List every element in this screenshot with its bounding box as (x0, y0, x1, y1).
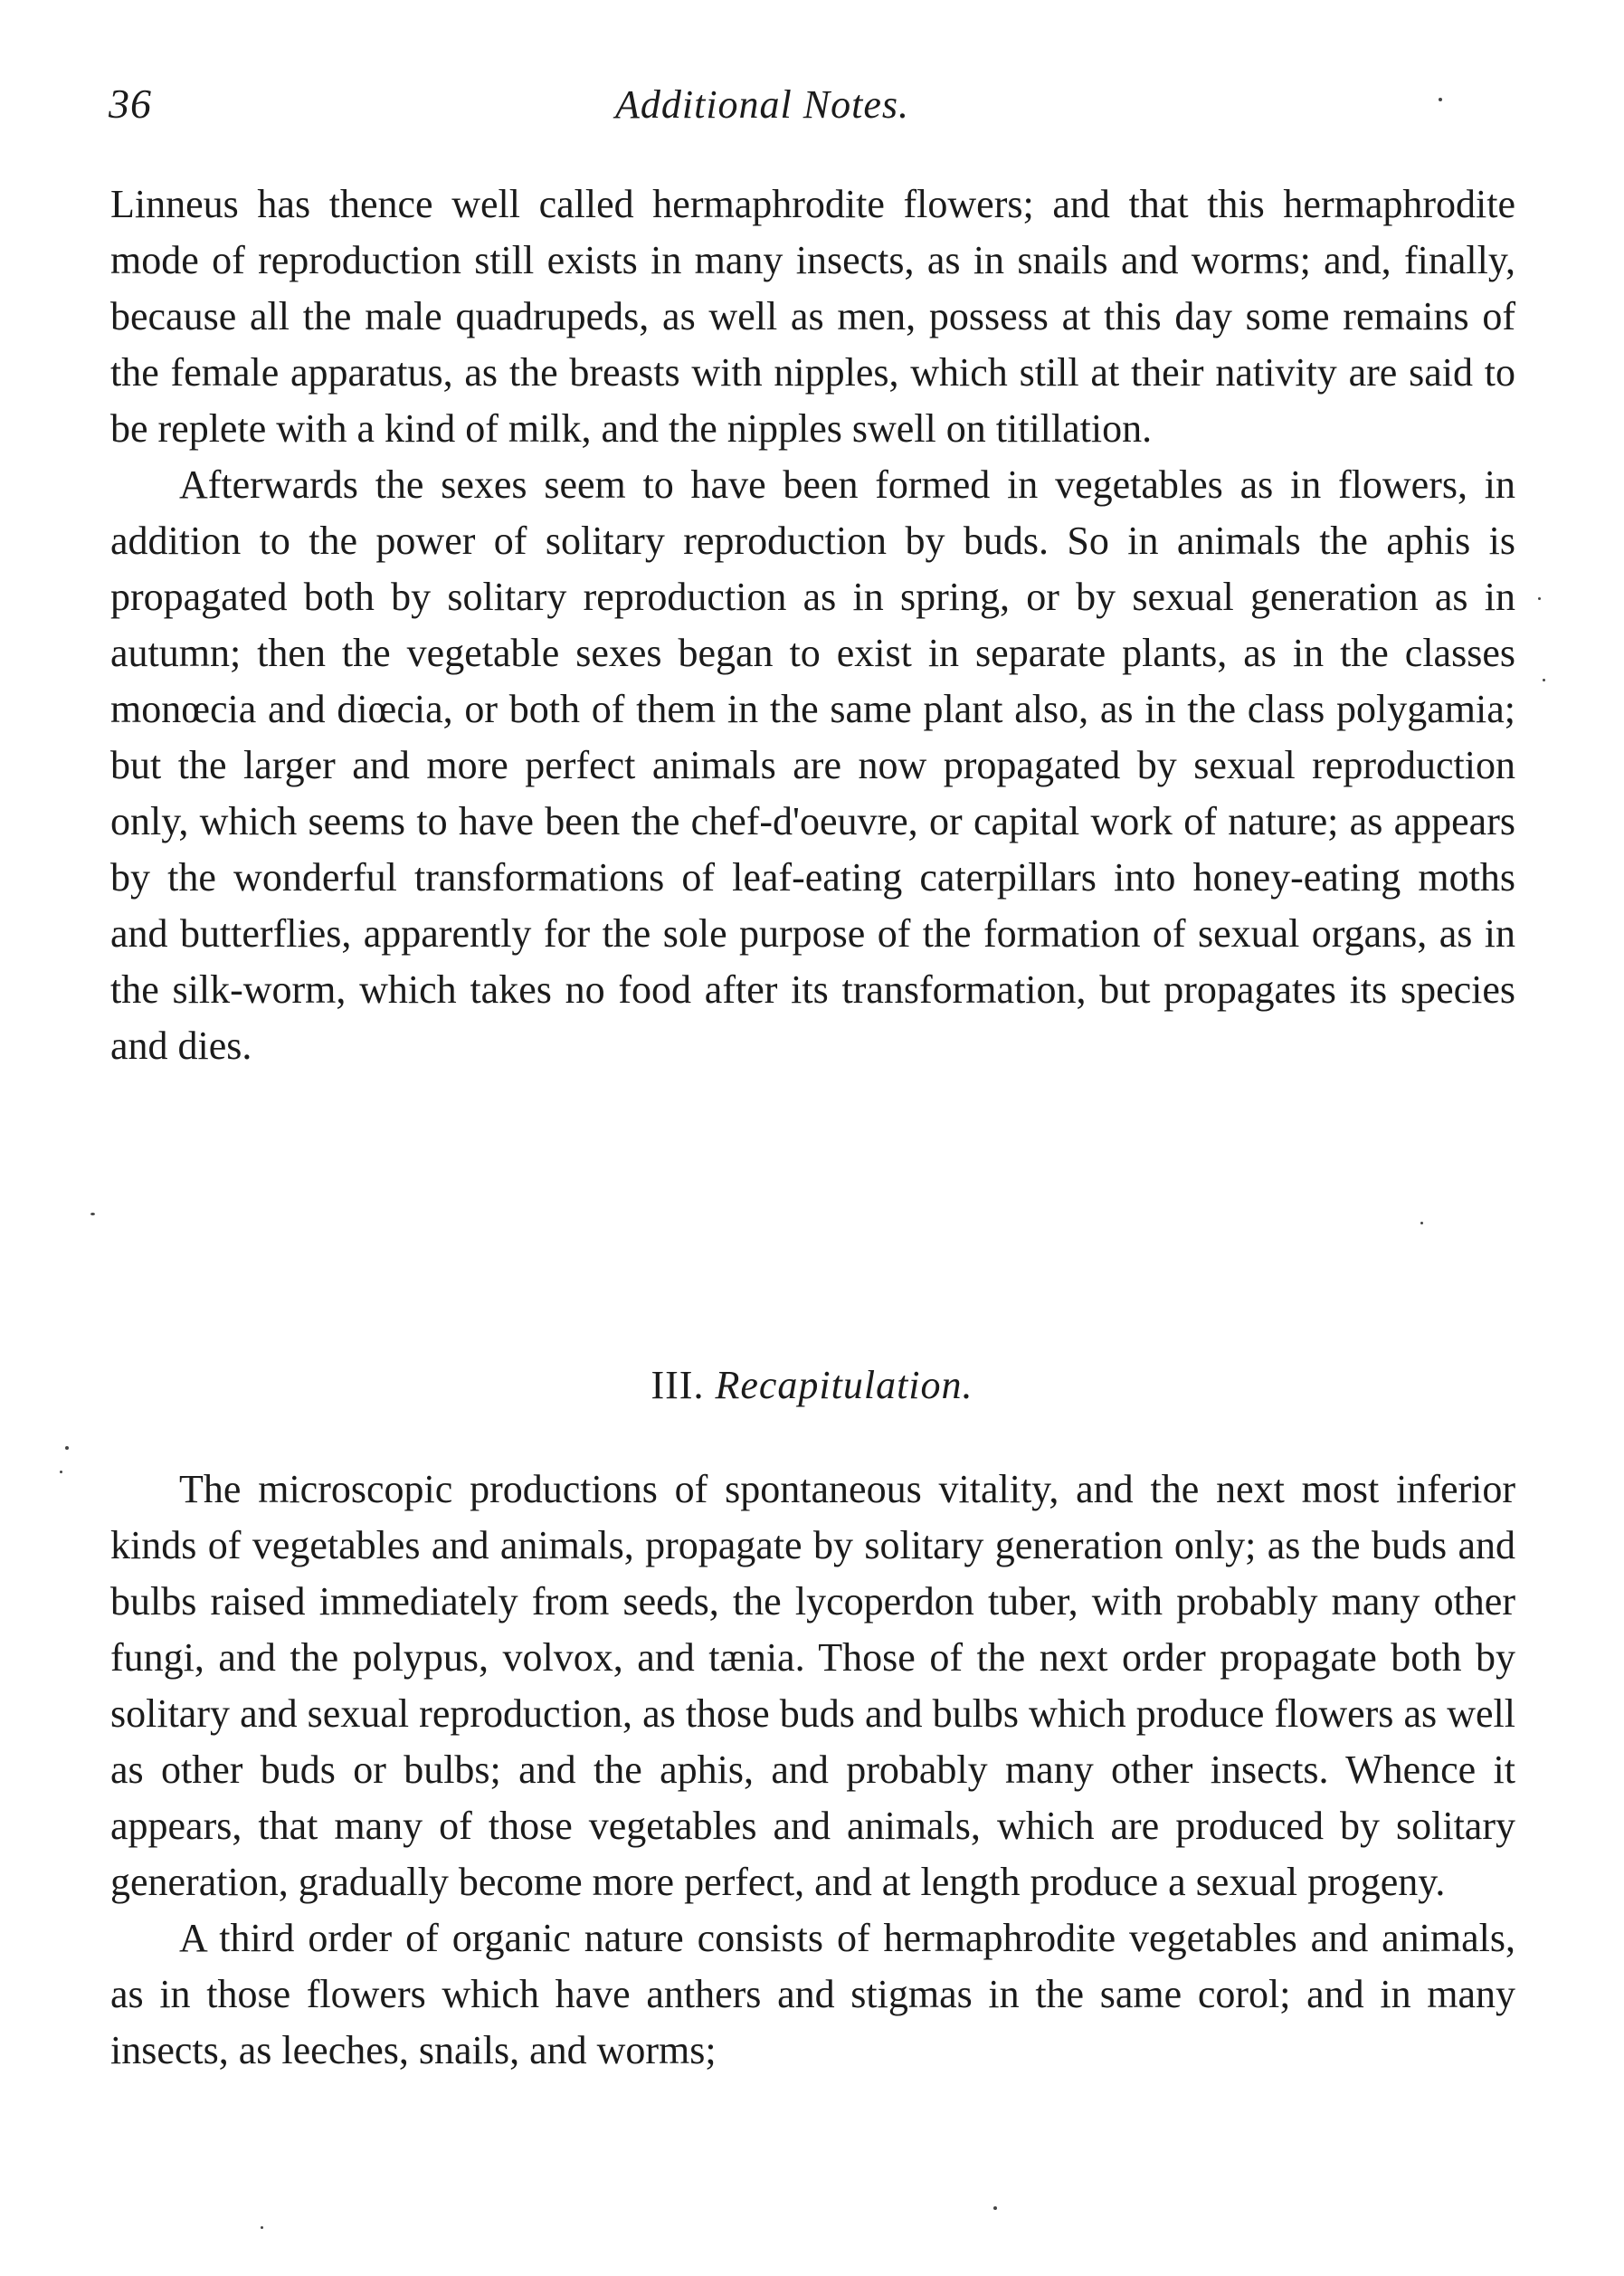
print-speck (1420, 1222, 1423, 1224)
section-numeral: III. (651, 1363, 705, 1407)
print-speck (993, 2206, 997, 2210)
running-head: Additional Notes. (615, 82, 909, 127)
print-speck (1538, 597, 1541, 600)
print-speck (90, 1213, 95, 1215)
section-title: Recapitulation. (715, 1363, 973, 1407)
paragraph-microscopic: The microscopic productions of spontaneous vitality, and the next most inferior kinds of vegetables and animals, propagate by solitary generation only; as the buds and bulbs raised immediately from seeds, the lycoperdon tuber, with probably many other fungi, and the polypus, volvox, and tænia. Those of the next order propagate both by solitary and sexual reproduction, as those buds and bulbs which produce flowers as well as other buds or bulbs; and the aphis, and probably many other insects. Whence it appears, that many of those vegetables and animals, which are produced by solitary generation, gradually become more perfect, and at length produce a sexual progeny. (110, 1467, 1515, 1904)
body-text-block (110, 176, 1515, 1074)
page-header (109, 80, 1520, 152)
section-heading (0, 1362, 1624, 1408)
print-speck (1439, 98, 1442, 101)
recapitulation-text-block (110, 1462, 1515, 2079)
paragraph-third-order: A third order of organic nature consists of hermaphrodite vegetables and animals, as in those flowers which have anthers and stigmas in the same corol; and in many insects, as leeches, snails, and worms; (110, 1916, 1515, 2072)
print-speck (60, 1471, 62, 1473)
paragraph-linneus: Linneus has thence well called hermaphrodite flowers; and that this hermaphrodite mode of reproduction still exists in many insects, as in snails and worms; and, finally, because all the male quadrupeds, as well as men, possess at this day some remains of the female apparatus, as the breasts with nipples, which still at their nativity are said to be replete with a kind of milk, and the nipples swell on titillation. (110, 182, 1515, 451)
print-speck (261, 2226, 263, 2229)
print-speck (1543, 679, 1545, 681)
print-speck (65, 1446, 69, 1450)
paragraph-afterwards: Afterwards the sexes seem to have been formed in vegetables as in flowers, in addition to the power of solitary reproduction by buds. So in animals the aphis is propagated both by solitary reproduction as in spring, or by sexual generation as in autumn; then the vegetable sexes began to exist in separate plants, as in the classes monœcia and diœcia, or both of them in the same plant also, as in the class polygamia; but the larger and more perfect animals are now propagated by sexual reproduction only, which seems to have been the chef-d'oeuvre, or capital work of nature; as appears by the wonderful transformations of leaf-eating caterpillars into honey-eating moths and butterflies, apparently for the sole purpose of the formation of sexual organs, as in the silk-worm, which takes no food after its transformation, but propagates its species and dies. (110, 462, 1515, 1068)
page-number: 36 (109, 81, 152, 127)
